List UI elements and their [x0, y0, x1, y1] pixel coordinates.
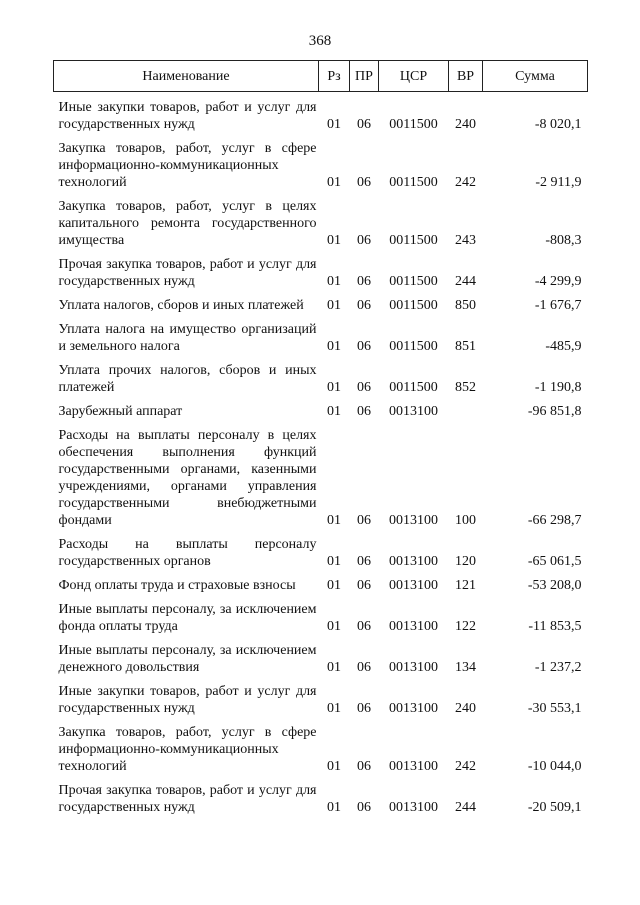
row-csr: 0011500 [389, 380, 438, 395]
row-csr: 0013100 [389, 701, 438, 716]
row-name: Прочая закупка товаров, работ и услуг для государственных нужд [58, 783, 317, 815]
table-row [54, 133, 588, 191]
row-name: Иные выплаты персоналу, за исключением фонда оплаты труда [58, 602, 317, 634]
row-sum: -11 853,5 [528, 619, 582, 634]
row-name: Уплата прочих налогов, сборов и иных платежей [58, 363, 317, 395]
row-name: Зарубежный аппарат [58, 404, 183, 419]
row-sum: -65 061,5 [527, 554, 582, 569]
row-sum: -2 911,9 [535, 175, 582, 190]
table-row [54, 420, 588, 529]
row-csr: 0011500 [389, 233, 438, 248]
row-pr: 06 [357, 274, 371, 289]
row-rz: 01 [327, 554, 341, 569]
row-vr: 121 [455, 578, 476, 593]
row-rz: 01 [327, 117, 341, 132]
row-csr: 0011500 [389, 339, 438, 354]
row-pr: 06 [357, 404, 371, 419]
table-row [54, 290, 588, 314]
row-vr: 120 [455, 554, 476, 569]
row-csr: 0013100 [389, 800, 438, 815]
row-csr: 0011500 [389, 175, 438, 190]
row-pr: 06 [357, 701, 371, 716]
row-rz: 01 [327, 660, 341, 675]
row-rz: 01 [327, 513, 341, 528]
table-row [54, 314, 588, 355]
row-vr: 122 [455, 619, 476, 634]
header-sum: Сумма [483, 61, 588, 92]
row-csr: 0013100 [389, 404, 438, 419]
row-csr: 0013100 [389, 513, 438, 528]
table-header-row [54, 61, 588, 92]
row-vr: 242 [455, 175, 476, 190]
row-sum: -1 190,8 [534, 380, 582, 395]
table-row [54, 717, 588, 775]
row-pr: 06 [357, 554, 371, 569]
row-rz: 01 [327, 619, 341, 634]
row-sum: -20 509,1 [527, 800, 582, 815]
row-name: Закупка товаров, работ, услуг в сфере информационно-коммуникационных технологий [58, 725, 317, 774]
header-pr: ПР [350, 61, 379, 92]
row-vr: 851 [455, 339, 476, 354]
row-name: Расходы на выплаты персоналу в целях обеспечения выполнения функций государственными органами, казенными учреждениями, органами управления государственными внебюджетными фондами [58, 428, 317, 528]
row-pr: 06 [357, 233, 371, 248]
row-rz: 01 [327, 339, 341, 354]
header-name: Наименование [54, 61, 319, 92]
row-sum: -4 299,9 [534, 274, 582, 289]
header-rz: Рз [319, 61, 350, 92]
row-sum: -485,9 [545, 339, 582, 354]
row-vr: 240 [455, 701, 476, 716]
row-rz: 01 [327, 578, 341, 593]
table-row [54, 570, 588, 594]
row-csr: 0011500 [389, 274, 438, 289]
row-name: Прочая закупка товаров, работ и услуг для государственных нужд [58, 257, 317, 289]
row-sum: -808,3 [545, 233, 582, 248]
row-name: Расходы на выплаты персоналу государственных органов [58, 537, 317, 569]
row-sum: -66 298,7 [527, 513, 582, 528]
row-sum: -1 237,2 [534, 660, 582, 675]
row-rz: 01 [327, 380, 341, 395]
budget-table [53, 60, 588, 816]
row-vr: 850 [455, 298, 476, 313]
row-name: Уплата налога на имущество организаций и земельного налога [58, 322, 317, 354]
row-sum: -30 553,1 [527, 701, 582, 716]
row-sum: -53 208,0 [527, 578, 582, 593]
table-row [54, 676, 588, 717]
page-number: 368 [308, 33, 332, 49]
row-name: Иные выплаты персоналу, за исключением денежного довольствия [58, 643, 317, 675]
row-name: Уплата налогов, сборов и иных платежей [58, 298, 304, 313]
row-pr: 06 [357, 339, 371, 354]
row-vr: 852 [455, 380, 476, 395]
row-csr: 0013100 [389, 578, 438, 593]
row-pr: 06 [357, 800, 371, 815]
table-row [54, 529, 588, 570]
row-csr: 0011500 [389, 298, 438, 313]
row-name: Закупка товаров, работ, услуг в целях капитального ремонта государственного имущества [58, 199, 317, 248]
row-sum: -1 676,7 [534, 298, 582, 313]
row-pr: 06 [357, 380, 371, 395]
row-rz: 01 [327, 298, 341, 313]
row-pr: 06 [357, 175, 371, 190]
row-csr: 0013100 [389, 660, 438, 675]
table-row [54, 191, 588, 249]
row-csr: 0013100 [389, 554, 438, 569]
table-row [54, 775, 588, 816]
row-rz: 01 [327, 404, 341, 419]
row-pr: 06 [357, 117, 371, 132]
row-pr: 06 [357, 660, 371, 675]
row-vr: 242 [455, 759, 476, 774]
row-pr: 06 [357, 298, 371, 313]
row-sum: -96 851,8 [527, 404, 582, 419]
row-sum: -10 044,0 [527, 759, 582, 774]
row-name: Фонд оплаты труда и страховые взносы [58, 578, 296, 593]
row-rz: 01 [327, 759, 341, 774]
row-csr: 0011500 [389, 117, 438, 132]
row-vr [449, 396, 483, 420]
header-csr: ЦСР [379, 61, 449, 92]
row-csr: 0013100 [389, 619, 438, 634]
row-vr: 134 [455, 660, 476, 675]
row-pr: 06 [357, 619, 371, 634]
row-vr: 244 [455, 274, 476, 289]
row-vr: 244 [455, 800, 476, 815]
row-rz: 01 [327, 274, 341, 289]
table-row [54, 396, 588, 420]
table-row [54, 594, 588, 635]
row-sum: -8 020,1 [534, 117, 582, 132]
row-pr: 06 [357, 578, 371, 593]
row-vr: 243 [455, 233, 476, 248]
row-name: Иные закупки товаров, работ и услуг для государственных нужд [58, 684, 317, 716]
header-vr: ВР [449, 61, 483, 92]
table-row [54, 92, 588, 134]
row-rz: 01 [327, 800, 341, 815]
row-rz: 01 [327, 175, 341, 190]
table-row [54, 635, 588, 676]
row-pr: 06 [357, 513, 371, 528]
table-body [54, 92, 588, 817]
table-row [54, 355, 588, 396]
row-csr: 0013100 [389, 759, 438, 774]
row-name: Закупка товаров, работ, услуг в сфере информационно-коммуникационных технологий [58, 141, 317, 190]
row-vr: 100 [455, 513, 476, 528]
table-row [54, 249, 588, 290]
row-name: Иные закупки товаров, работ и услуг для государственных нужд [58, 100, 317, 132]
row-pr: 06 [357, 759, 371, 774]
row-rz: 01 [327, 233, 341, 248]
row-vr: 240 [455, 117, 476, 132]
row-rz: 01 [327, 701, 341, 716]
